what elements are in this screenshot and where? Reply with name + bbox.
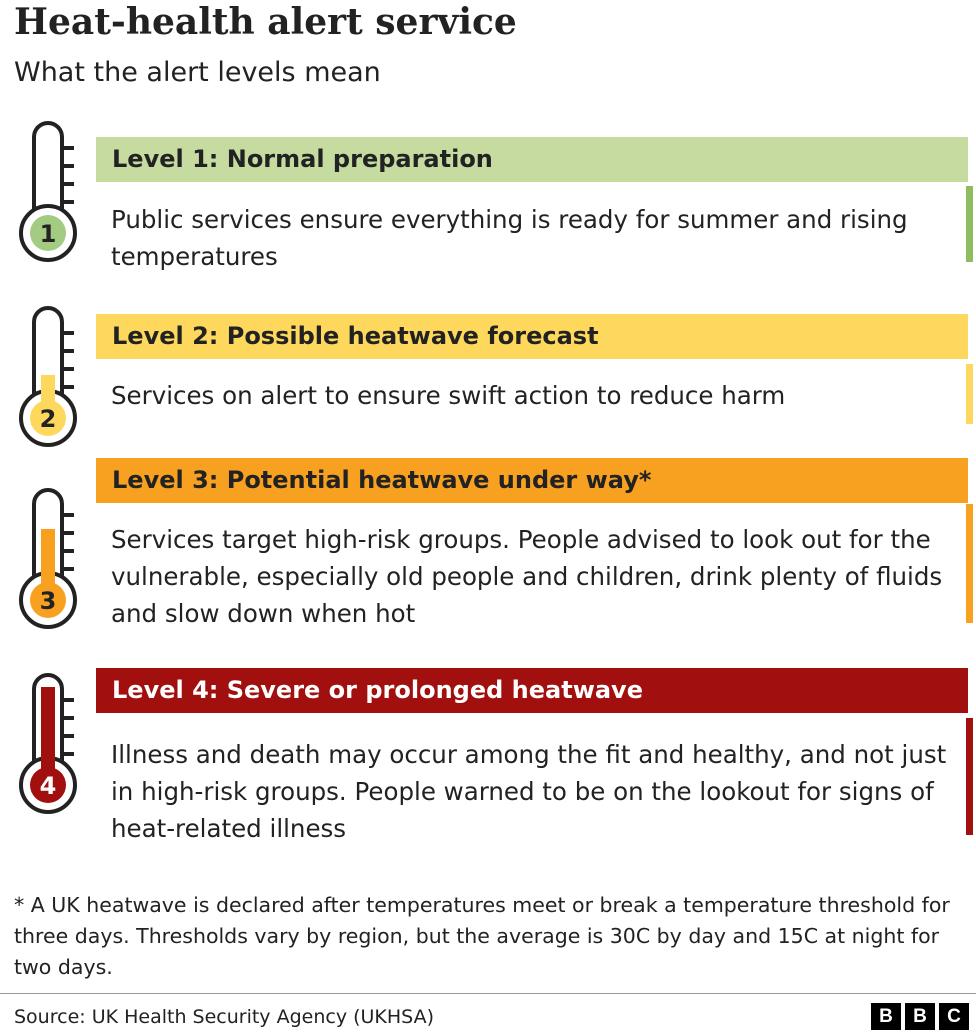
level-4-description: Illness and death may occur among the fit and healthy, and not just in high-risk groups. People warned to be on the lookout for signs of heat-related illness — [111, 740, 947, 843]
level-1-header: Level 1: Normal preparation — [96, 137, 968, 182]
level-number-1: 1 — [39, 220, 57, 248]
bbc-logo-letter: B — [905, 1003, 935, 1030]
page-subtitle: What the alert levels mean — [14, 57, 381, 88]
level-2-side-bar — [966, 364, 973, 424]
level-4-side-bar — [966, 718, 973, 835]
level-4-header: Level 4: Severe or prolonged heatwave — [96, 668, 968, 713]
bbc-logo — [871, 1003, 969, 1030]
bbc-logo-letter: C — [939, 1003, 969, 1030]
level-number-4: 4 — [39, 772, 57, 800]
heatwave-footnote: * A UK heatwave is declared after temperatures meet or break a temperature threshold for three days. Thresholds vary by region, but the average is 30C by day and 15C at night for two days. — [14, 893, 950, 979]
source-divider — [0, 993, 976, 994]
thermometer-icon-level-2 — [14, 305, 80, 450]
level-number-2: 2 — [39, 405, 57, 433]
source-credit: Source: UK Health Security Agency (UKHSA) — [14, 1006, 435, 1028]
level-1-description: Public services ensure everything is ready for summer and rising temperatures — [111, 205, 908, 271]
level-number-3: 3 — [39, 587, 57, 615]
bbc-logo-letter: B — [871, 1003, 901, 1030]
thermometer-icon-level-1 — [14, 120, 80, 265]
thermometer-icon-level-3 — [14, 487, 80, 632]
level-3-header: Level 3: Potential heatwave under way* — [96, 458, 968, 503]
page-title: Heat-health alert service — [14, 1, 517, 43]
level-1-side-bar — [966, 186, 973, 262]
level-2-header: Level 2: Possible heatwave forecast — [96, 314, 968, 359]
level-3-side-bar — [966, 504, 973, 623]
level-3-description: Services target high-risk groups. People advised to look out for the vulnerable, especially old people and children, drink plenty of fluids and slow down when hot — [111, 525, 943, 628]
thermometer-icon-level-4 — [14, 672, 80, 817]
level-2-description: Services on alert to ensure swift action to reduce harm — [111, 381, 786, 410]
